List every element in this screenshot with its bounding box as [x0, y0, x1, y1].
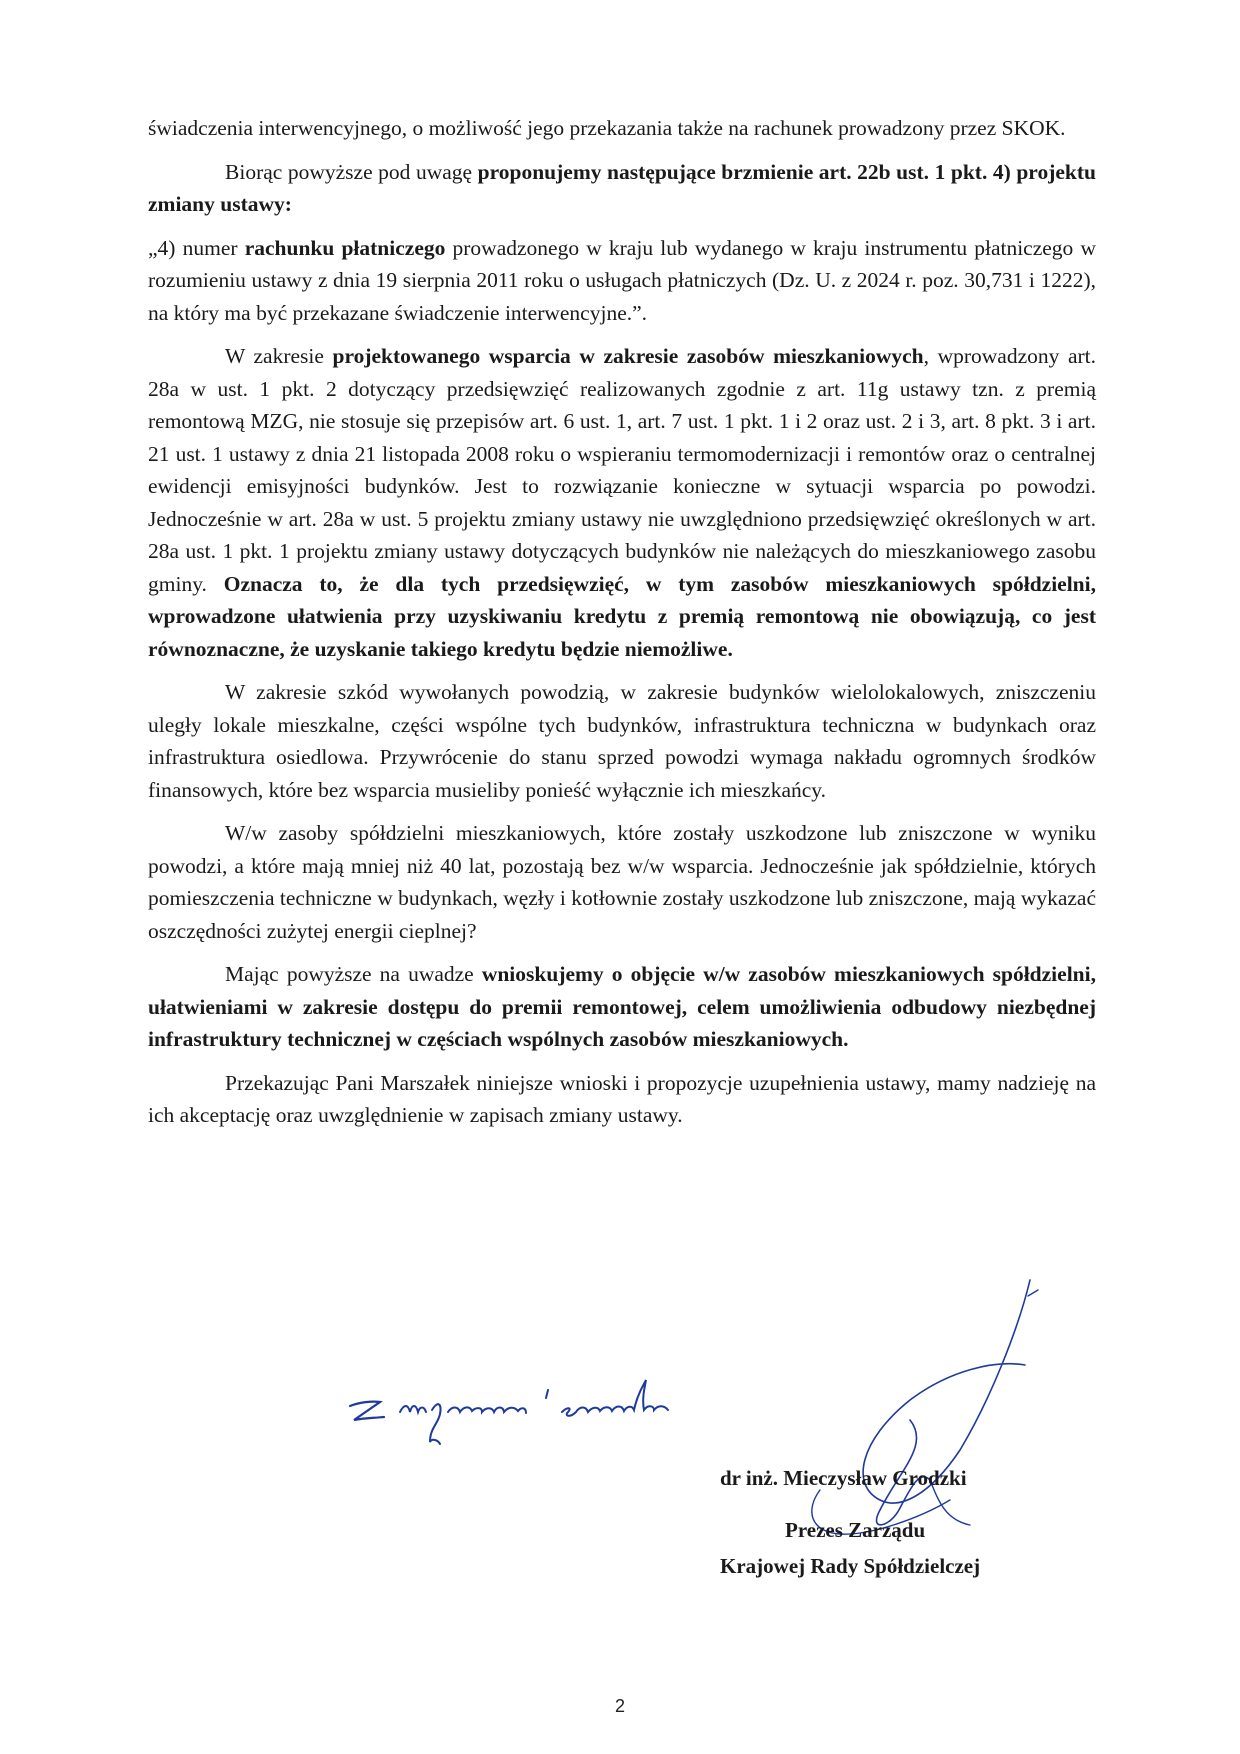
paragraph: [148, 232, 1096, 330]
paragraph: [148, 156, 1096, 221]
text-run: prowadzonego w kraju lub wydanego w kraju instrumentu płatniczego w rozumieniu ustawy z dnia 19 sierpnia 2011 roku o usługach płatniczych (Dz. U. z 2024 r. poz. 30,731 i 1222), na który ma być przekazane świadczenie interwencyjne.”.: [148, 235, 1096, 325]
letter-body: [148, 112, 1096, 1143]
bold-text: proponujemy następujące brzmienie art. 22b ust. 1 pkt. 4) projektu zmiany ustawy:: [148, 159, 1096, 216]
bold-text: rachunku płatniczego: [244, 235, 446, 260]
bold-text: wnioskujemy o objęcie w/w zasobów mieszkaniowych spółdzielni, ułatwieniami w zakresie dostępu do premii remontowej, celem umożliwienia odbudowy niezbędnej infrastruktury technicznej w częściach wspólnych zasobów mieszkaniowych.: [148, 962, 1096, 1051]
handwritten-closing: [340, 1368, 740, 1448]
text-run: W zakresie: [225, 344, 333, 368]
text-run: Mając powyższe na uwadze: [225, 962, 482, 986]
bold-text: projektowanego wsparcia w zakresie zasobów mieszkaniowych: [332, 344, 924, 368]
text-run: W zakresie szkód wywołanych powodzią, w zakresie budynków wielolokalowych, zniszczeniu uległy lokale mieszkalne, części wspólne tych budynków, infrastruktura techniczna w budynkach oraz infrastruktura osiedlowa. Przywrócenie do stanu sprzed powodzi wymaga nakładu ogromnych środków finansowych, które bez wsparcia musieliby ponieść wyłącznie ich mieszkańcy.: [148, 680, 1096, 802]
paragraph: [148, 817, 1096, 947]
paragraph: [148, 958, 1096, 1056]
signatory-organization: Krajowej Rady Spółdzielczej: [720, 1554, 981, 1578]
paragraph: [148, 112, 1096, 145]
paragraph: [148, 676, 1096, 806]
signatory-role: Prezes Zarządu: [785, 1518, 926, 1542]
text-run: W/w zasoby spółdzielni mieszkaniowych, które zostały uszkodzone lub zniszczone w wyniku powodzi, a które mają mniej niż 40 lat, pozostają bez w/w wsparcia. Jednocześnie jak spółdzielnie, których pomieszczenia techniczne w budynkach, węzły i kotłownie zostały uszkodzone lub zniszczone, mają wykazać oszczędności zużytej energii cieplnej?: [148, 821, 1097, 943]
signatory-name: dr inż. Mieczysław Grodzki: [720, 1466, 967, 1490]
text-run: Przekazując Pani Marszałek niniejsze wnioski i propozycje uzupełnienia ustawy, mamy nadzieję na ich akceptację oraz uwzględnienie w zapisach zmiany ustawy.: [148, 1070, 1096, 1127]
text-run: świadczenia interwencyjnego, o możliwość jego przekazania także na rachunek prowadzony przez SKOK.: [148, 116, 1066, 140]
paragraph: [148, 1067, 1096, 1132]
text-run: Biorąc powyższe pod uwagę: [225, 159, 478, 184]
bold-text: Oznacza to, że dla tych przedsięwzięć, w tym zasobów mieszkaniowych spółdzielni, wprowadzone ułatwienia przy uzyskiwaniu kredytu z premią remontową nie obowiązują, co jest równoznaczne, że uzyskanie takiego kredytu będzie niemożliwe.: [148, 571, 1096, 661]
text-run: , wprowadzony art. 28a w ust. 1 pkt. 2 dotyczący przedsięwzięć realizowanych zgodnie z art. 11g ustawy tzn. z premią remontową MZG, nie stosuje się przepisów art. 6 ust. 1, art. 7 ust. 1 pkt. 1 i 2 oraz ust. 2 i 3, art. 8 pkt. 3 i art. 21 ust. 1 ustawy z dnia 21 listopada 2008 roku o wspieraniu termomodernizacji i remontów oraz o centralnej ewidencji emisyjności budynków. Jest to rozwiązanie konieczne w sytuacji wsparcia po powodzi. Jednocześnie w art. 28a w ust. 5 projektu zmiany ustawy nie uwzględniono przedsięwzięć określonych w art. 28a ust. 1 pkt. 1 projektu zmiany ustawy dotyczących budynków nie należących do mieszkaniowego zasobu gminy.: [148, 344, 1096, 596]
text-run: „4) numer: [148, 235, 245, 260]
page-number: 2: [614, 1696, 625, 1716]
paragraph: [148, 340, 1096, 665]
